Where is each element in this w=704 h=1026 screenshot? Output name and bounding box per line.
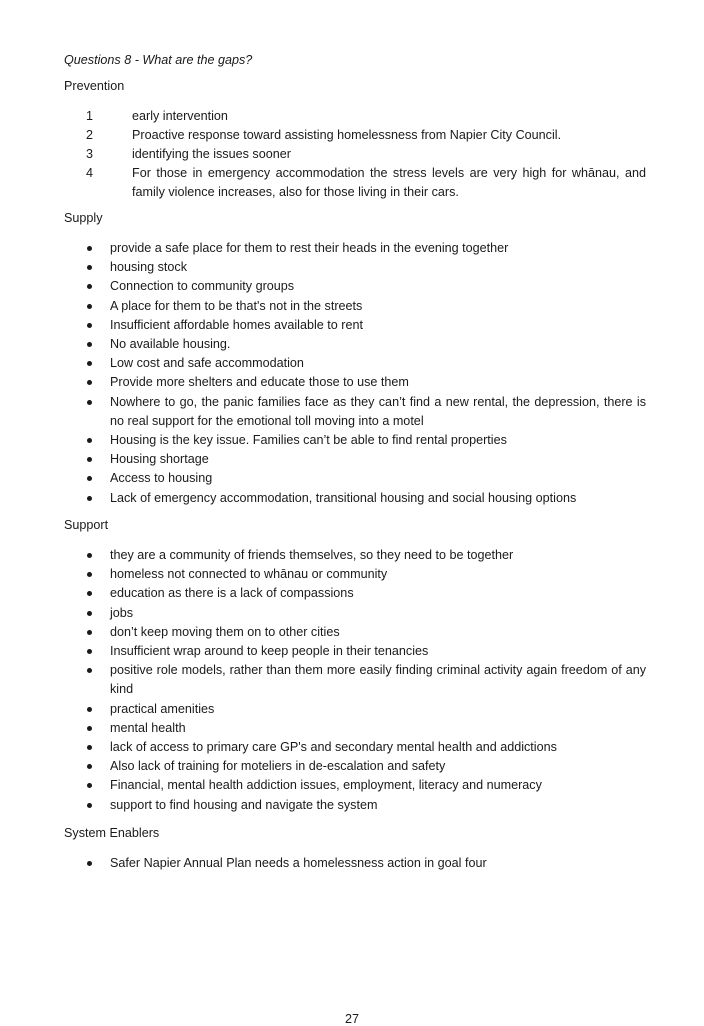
list-item-text: For those in emergency accommodation the stress levels are very high for whānau, and family violence increases, also for those living in their cars.	[132, 166, 646, 199]
list-item-text: don’t keep moving them on to other cities	[110, 624, 340, 639]
bullet-icon	[87, 783, 92, 788]
supply-list	[64, 239, 646, 508]
list-item-text: Insufficient wrap around to keep people in their tenancies	[110, 644, 429, 659]
bullet-icon	[87, 400, 92, 405]
section-heading-supply: Supply	[64, 211, 103, 225]
support-item	[64, 604, 646, 623]
section-heading-support: Support	[64, 518, 109, 532]
list-number: 3	[86, 147, 94, 161]
list-item-text: practical amenities	[110, 701, 215, 716]
bullet-icon	[87, 611, 92, 616]
list-item-text: jobs	[110, 605, 134, 620]
bullet-icon	[87, 649, 92, 654]
list-number: 2	[86, 128, 94, 142]
bullet-icon	[87, 764, 92, 769]
bullet-icon	[87, 630, 92, 635]
list-item-text: mental health	[110, 720, 186, 735]
bullet-icon	[87, 380, 92, 385]
support-item	[64, 623, 646, 642]
bullet-icon	[87, 861, 92, 866]
list-item-text: Provide more shelters and educate those to use them	[110, 375, 409, 390]
list-item-text: Housing shortage	[110, 452, 209, 467]
bullet-icon	[87, 304, 92, 309]
support-item	[64, 776, 646, 795]
list-item-text: Lack of emergency accommodation, transitional housing and social housing options	[110, 490, 577, 505]
bullet-icon	[87, 591, 92, 596]
bullet-icon	[87, 361, 92, 366]
support-item	[64, 796, 646, 815]
support-item	[64, 738, 646, 757]
bullet-icon	[87, 726, 92, 731]
bullet-icon	[87, 476, 92, 481]
support-item	[64, 584, 646, 603]
list-number: 1	[86, 109, 94, 123]
list-number: 4	[86, 166, 94, 180]
system-enablers-list	[64, 854, 646, 873]
list-item-text: Also lack of training for moteliers in de-escalation and safety	[110, 759, 446, 774]
supply-item	[64, 431, 646, 450]
bullet-icon	[87, 342, 92, 347]
list-item-text: Connection to community groups	[110, 279, 295, 294]
list-item-text: provide a safe place for them to rest their heads in the evening together	[110, 241, 509, 255]
section-heading-system-enablers: System Enablers	[64, 826, 160, 840]
supply-item	[64, 469, 646, 488]
list-item-text: Insufficient affordable homes available to rent	[110, 317, 363, 332]
prevention-item	[64, 126, 646, 145]
list-item-text: they are a community of friends themselves, so they need to be together	[110, 548, 514, 562]
list-item-text: lack of access to primary care GP's and secondary mental health and addictions	[110, 740, 557, 755]
prevention-item	[64, 164, 646, 202]
question-title: Questions 8 - What are the gaps?	[64, 53, 253, 67]
supply-item	[64, 297, 646, 316]
support-item	[64, 546, 646, 565]
bullet-icon	[87, 803, 92, 808]
list-item-text: Nowhere to go, the panic families face as they can’t find a new rental, the depression, there is no real support for the emotional toll moving into a motel	[110, 394, 646, 428]
page-number: 27	[344, 1012, 359, 1026]
bullet-icon	[87, 707, 92, 712]
list-item-text: early intervention	[132, 109, 228, 123]
supply-item	[64, 239, 646, 258]
list-item-text: housing stock	[110, 260, 188, 275]
list-item-text: Housing is the key issue. Families can’t be able to find rental properties	[110, 433, 507, 448]
bullet-icon	[87, 284, 92, 289]
list-item-text: support to find housing and navigate the system	[110, 797, 378, 812]
prevention-item	[64, 107, 646, 126]
support-item	[64, 719, 646, 738]
support-item	[64, 642, 646, 661]
bullet-icon	[87, 246, 92, 251]
list-item-text: Low cost and safe accommodation	[110, 356, 304, 371]
supply-item	[64, 258, 646, 277]
bullet-icon	[87, 668, 92, 673]
support-item	[64, 757, 646, 776]
supply-item	[64, 393, 646, 431]
supply-item	[64, 489, 646, 508]
list-item-text: Access to housing	[110, 471, 213, 486]
prevention-list	[64, 107, 646, 202]
bullet-icon	[87, 553, 92, 558]
bullet-icon	[87, 457, 92, 462]
supply-item	[64, 335, 646, 354]
list-item-text: homeless not connected to whānau or community	[110, 567, 388, 582]
bullet-icon	[87, 745, 92, 750]
list-item-text: Proactive response toward assisting homelessness from Napier City Council.	[132, 128, 562, 142]
supply-item	[64, 277, 646, 296]
section-heading-prevention: Prevention	[64, 79, 125, 93]
list-item-text: identifying the issues sooner	[132, 147, 291, 161]
prevention-item	[64, 145, 646, 164]
bullet-icon	[87, 496, 92, 501]
support-item	[64, 700, 646, 719]
bullet-icon	[87, 323, 92, 328]
list-item-text: positive role models, rather than them more easily finding criminal activity again freedom of any kind	[110, 663, 646, 697]
support-list	[64, 546, 646, 815]
list-item-text: Safer Napier Annual Plan needs a homelessness action in goal four	[110, 856, 487, 870]
list-item-text: Financial, mental health addiction issues, employment, literacy and numeracy	[110, 778, 542, 793]
support-item	[64, 565, 646, 584]
list-item-text: No available housing.	[110, 337, 231, 352]
support-item	[64, 661, 646, 699]
supply-item	[64, 354, 646, 373]
supply-item	[64, 373, 646, 392]
supply-item	[64, 316, 646, 335]
bullet-icon	[87, 438, 92, 443]
system-enabler-item	[64, 854, 646, 873]
supply-item	[64, 450, 646, 469]
bullet-icon	[87, 265, 92, 270]
list-item-text: A place for them to be that's not in the streets	[110, 298, 363, 313]
list-item-text: education as there is a lack of compassions	[110, 586, 354, 601]
bullet-icon	[87, 572, 92, 577]
